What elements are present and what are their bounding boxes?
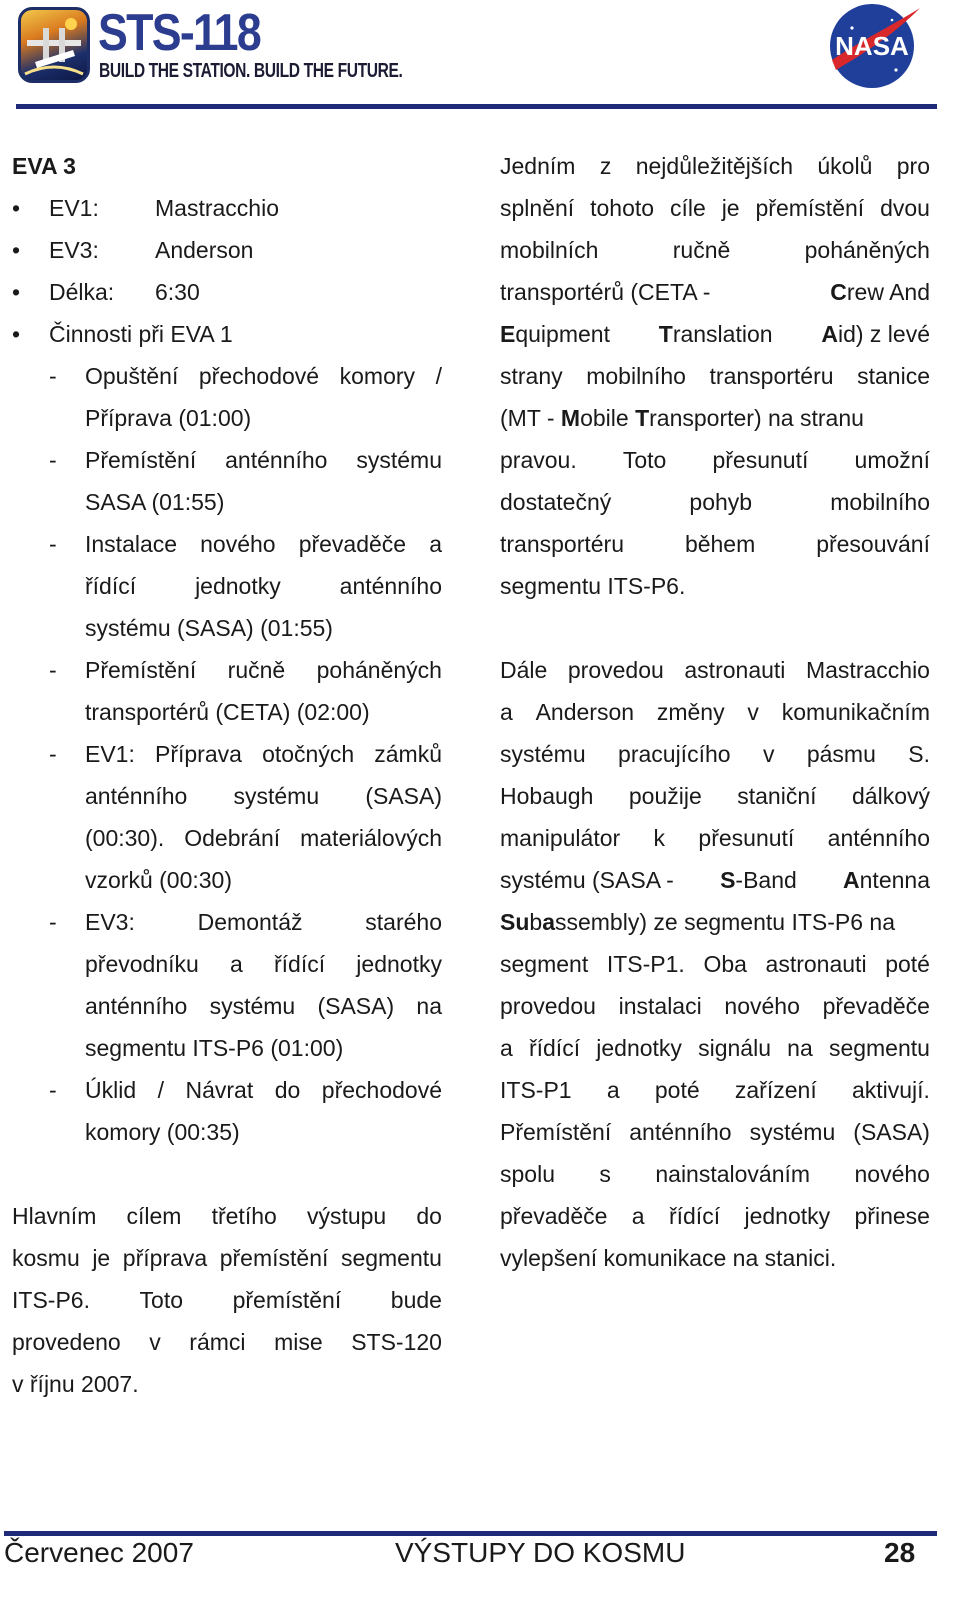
activity-line: SASA (01:55) <box>85 489 225 515</box>
crew-value: Mastracchio <box>155 195 279 221</box>
activities-label: • Činnosti při EVA 1 <box>12 313 442 355</box>
body-line: v říjnu 2007. <box>12 1371 139 1397</box>
activity-item <box>12 523 442 649</box>
activity-item <box>12 649 442 733</box>
acronym-letter: a <box>542 909 555 935</box>
activity-line: Úklid / Návrat do přechodové <box>85 1077 442 1103</box>
mission-patch-logo <box>18 7 90 83</box>
body-line: Jedním z nejdůležitějších úkolů pro <box>500 153 930 179</box>
page-number: 28 <box>884 1537 916 1568</box>
activity-line: anténního systému (SASA) <box>85 783 442 809</box>
acronym-letter: C <box>830 279 847 305</box>
nasa-logo <box>822 0 924 92</box>
dash: - <box>49 657 57 683</box>
page-header <box>0 0 960 112</box>
body-line: splnění tohoto cíle je přemístění dvou <box>500 195 930 221</box>
body-line <box>500 901 930 943</box>
text-run: ranslation <box>672 321 779 347</box>
body-line: a Anderson změny v komunikačním <box>500 699 930 725</box>
body-line <box>500 313 930 355</box>
text-run: (MT - <box>500 405 561 431</box>
text-run: transportérů (CETA - <box>500 279 717 305</box>
right-column <box>500 145 930 1279</box>
body-line: kosmu je příprava přemístění segmentu <box>12 1245 442 1271</box>
activity-line: Opuštění přechodové komory / <box>85 363 442 389</box>
body-line <box>500 859 930 901</box>
body-line: strany mobilního transportéru stanice <box>500 363 930 389</box>
text-run: ransporter) na stranu <box>649 405 864 431</box>
activity-line: transportérů (CETA) (02:00) <box>85 699 370 725</box>
body-line <box>500 397 930 439</box>
activity-line: (00:30). Odebrání materiálových <box>85 825 442 851</box>
body-line: převaděče a řídící jednotky přinese <box>500 1203 930 1229</box>
text-run: obile <box>580 405 636 431</box>
text-run: systému (SASA - <box>500 867 681 893</box>
duration-label: Délka: <box>49 279 115 305</box>
crew-value: Anderson <box>155 237 254 263</box>
acronym-letter: T <box>635 405 650 431</box>
body-line: systému pracujícího v pásmu S. <box>500 741 930 767</box>
svg-text:NASA: NASA <box>835 31 909 61</box>
acronym-letter: E <box>500 321 516 347</box>
left-column <box>12 145 442 1405</box>
acronym-letter: M <box>560 405 581 431</box>
paragraph-gap <box>500 607 930 649</box>
activity-line: Přemístění anténního systému <box>85 447 442 473</box>
body-line: segmentu ITS-P6. <box>500 573 686 599</box>
crew-label: EV1: <box>49 195 99 221</box>
activity-line: řídící jednotky anténního <box>85 573 442 599</box>
body-line: transportéru během přesouvání <box>500 531 930 557</box>
text-run: id) z levé <box>837 321 930 347</box>
header-rule <box>16 104 937 109</box>
body-line: Dále provedou astronauti Mastracchio <box>500 657 930 683</box>
crew-item <box>12 187 442 229</box>
dash: - <box>49 363 57 389</box>
activity-line: Příprava (01:00) <box>85 405 252 431</box>
activity-line: segmentu ITS-P6 (01:00) <box>85 1035 344 1061</box>
body-line: vylepšení komunikace na stanici. <box>500 1245 837 1271</box>
body-line: pravou. Toto přesunutí umožní <box>500 447 930 473</box>
footer-date: Červenec 2007 <box>4 1537 194 1568</box>
activity-item <box>12 1069 442 1153</box>
activity-item <box>12 901 442 1069</box>
activity-line: anténního systému (SASA) na <box>85 993 442 1019</box>
paragraph-gap <box>12 1153 442 1195</box>
activity-line: EV1: Příprava otočných zámků <box>85 741 442 767</box>
eva-heading: EVA 3 <box>12 153 76 179</box>
text-run: rew And <box>846 279 930 305</box>
acronym-letter: S <box>720 867 736 893</box>
dash: - <box>49 1077 57 1103</box>
body-line: Hlavním cílem třetího výstupu do <box>12 1203 442 1229</box>
activity-line: Instalace nového převaděče a <box>85 531 442 557</box>
activity-item <box>12 355 442 439</box>
body-line: manipulátor k přesunutí anténního <box>500 825 930 851</box>
acronym-letter: T <box>658 321 673 347</box>
activity-line: komory (00:35) <box>85 1119 240 1145</box>
text-run: b <box>529 909 543 935</box>
text-run: ssembly) ze segmentu ITS-P6 na <box>554 909 896 935</box>
body-line: segment ITS-P1. Oba astronauti poté <box>500 951 930 977</box>
activity-line: Přemístění ručně poháněných <box>85 657 442 683</box>
body-line: provedeno v rámci mise STS-120 <box>12 1329 442 1355</box>
acronym-letter: Su <box>500 909 530 935</box>
footer-section-title: VÝSTUPY DO KOSMU <box>395 1537 686 1568</box>
activity-line: EV3: Demontáž starého <box>85 909 442 935</box>
duration-value: 6:30 <box>155 279 200 305</box>
text-run: -Band <box>735 867 804 893</box>
acronym-letter: A <box>821 321 838 347</box>
body-line: spolu s nainstalováním nového <box>500 1161 930 1187</box>
body-line <box>500 271 930 313</box>
mission-title: STS-118 <box>98 4 260 62</box>
activity-line: převodníku a řídící jednotky <box>85 951 442 977</box>
dash: - <box>49 909 57 935</box>
dash: - <box>49 447 57 473</box>
body-line: provedou instalaci nového převaděče <box>500 993 930 1019</box>
body-line: ITS-P1 a poté zařízení aktivují. <box>500 1077 930 1103</box>
dash: - <box>49 531 57 557</box>
activity-item <box>12 439 442 523</box>
dash: - <box>49 741 57 767</box>
activity-item <box>12 733 442 901</box>
activity-line: systému (SASA) (01:55) <box>85 615 333 641</box>
duration-item <box>12 271 442 313</box>
acronym-letter: A <box>843 867 860 893</box>
body-line: ITS-P6. Toto přemístění bude <box>12 1287 442 1313</box>
body-line: Přemístění anténního systému (SASA) <box>500 1119 930 1145</box>
mission-tagline: BUILD THE STATION. BUILD THE FUTURE. <box>99 60 403 82</box>
body-line: Hobaugh použije staniční dálkový <box>500 783 930 809</box>
crew-item <box>12 229 442 271</box>
crew-label: EV3: <box>49 237 99 263</box>
text-run: ntenna <box>859 867 930 893</box>
text-run: quipment <box>515 321 617 347</box>
activity-line: vzorků (00:30) <box>85 867 233 893</box>
body-line: a řídící jednotky signálu na segmentu <box>500 1035 930 1061</box>
body-line: dostatečný pohyb mobilního <box>500 489 930 515</box>
body-line: mobilních ručně poháněných <box>500 237 930 263</box>
